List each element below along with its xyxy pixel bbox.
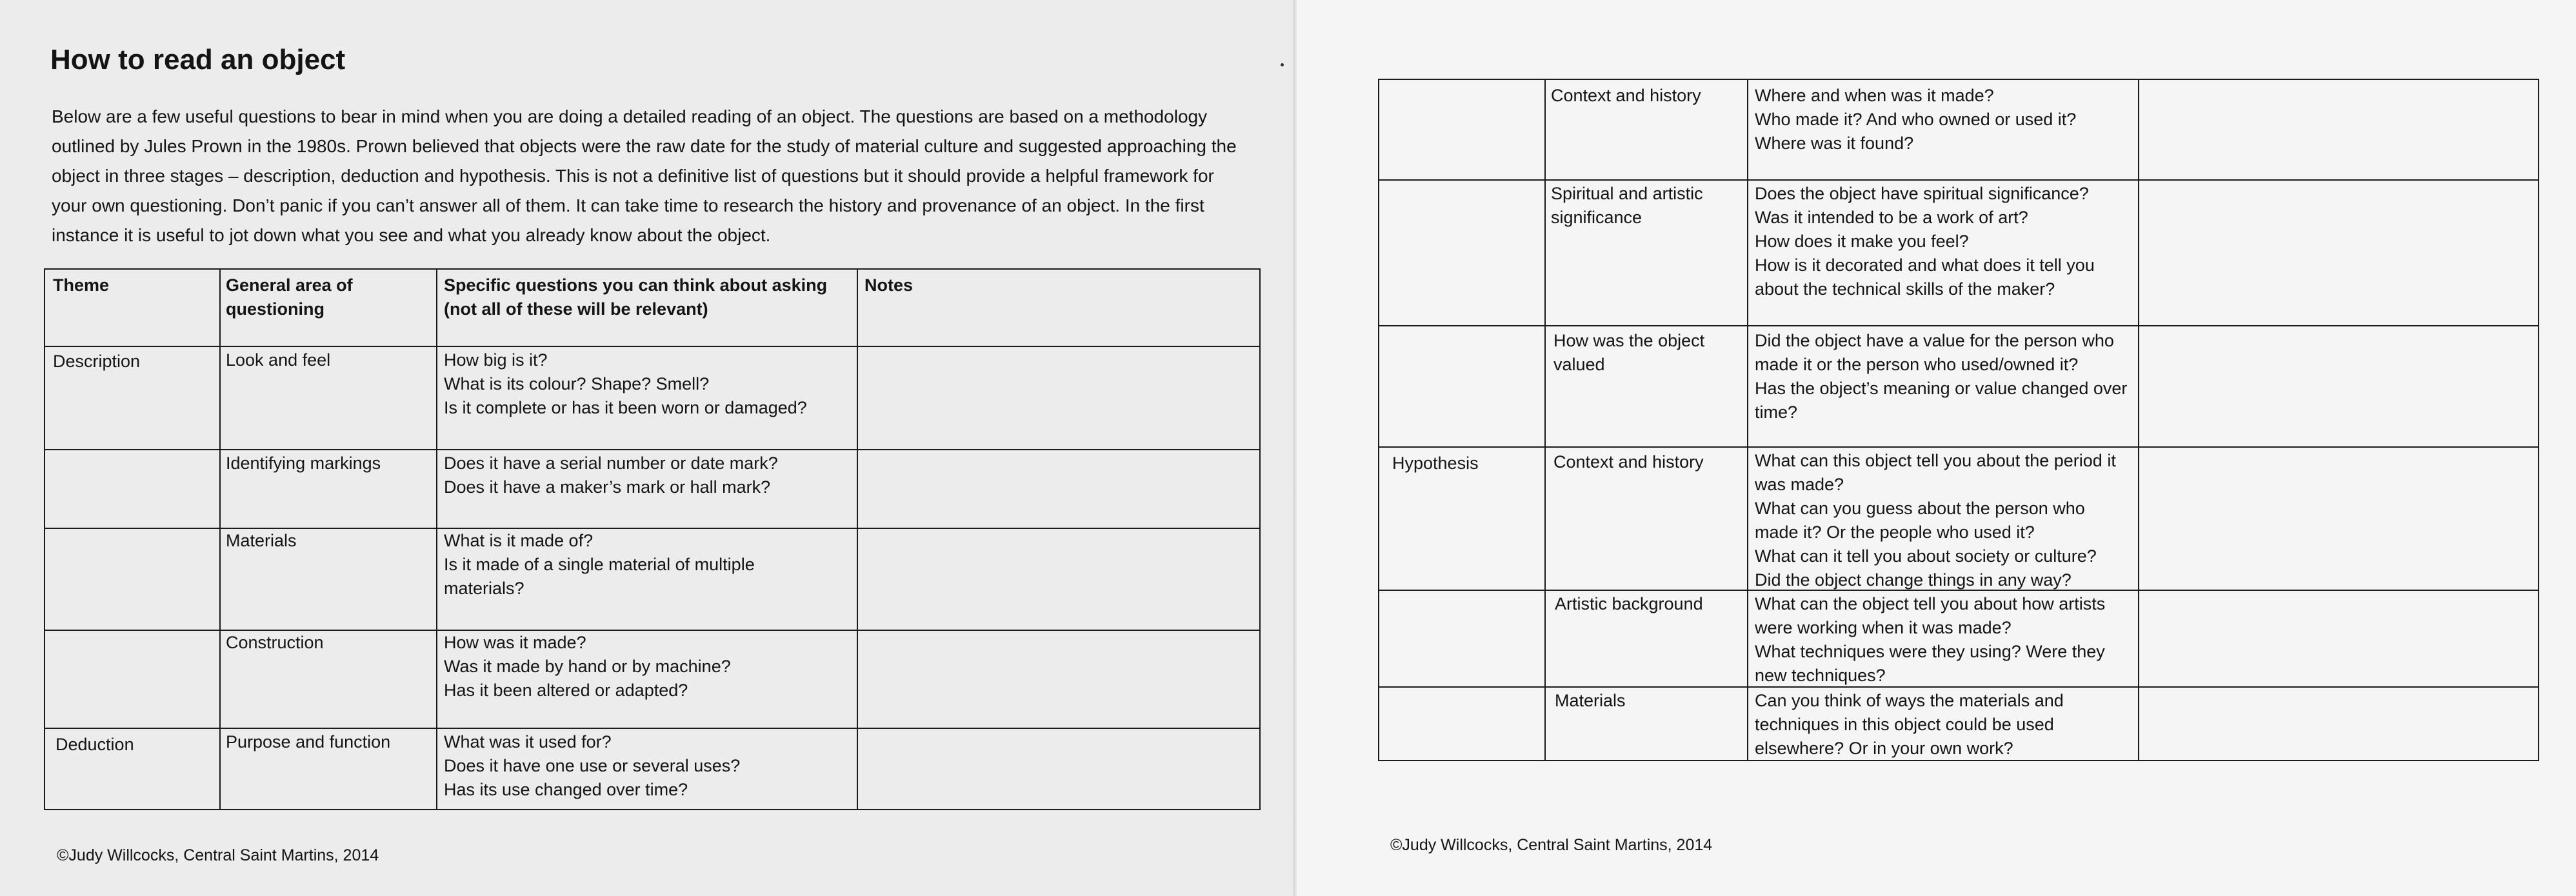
row-questions: What is it made of? Is it made of a single material of multiple materials? xyxy=(444,531,755,598)
header-notes: Notes xyxy=(864,275,914,295)
questions-table-part-1 xyxy=(44,268,1261,810)
row-area: Identifying markings xyxy=(226,453,381,473)
right-page xyxy=(1297,0,2576,896)
row-area: Spiritual and artistic significance xyxy=(1551,184,1703,227)
row-area: Materials xyxy=(226,531,297,550)
row-questions: How was it made? Was it made by hand or by machine? Has it been altered or adapted? xyxy=(444,633,731,700)
row-area: How was the object valued xyxy=(1553,331,1705,374)
row-area: Materials xyxy=(1555,691,1626,710)
row-questions: Did the object have a value for the person who made it or the person who used/owned it? Has the object’s meaning or value changed over time? xyxy=(1755,331,2128,422)
row-questions: Can you think of ways the materials and techniques in this object could be used elsewhere? Or in your own work? xyxy=(1755,691,2064,758)
document-title: How to read an object xyxy=(50,44,346,75)
speck-mark xyxy=(1281,63,1284,66)
row-theme: Description xyxy=(53,352,141,371)
row-questions: How big is it? What is its colour? Shape? Smell? Is it complete or has it been worn or damaged? xyxy=(444,350,807,417)
header-theme: Theme xyxy=(53,275,110,295)
header-general-area: General area of questioning xyxy=(226,275,353,319)
row-questions: Does it have a serial number or date mark? Does it have a maker’s mark or hall mark? xyxy=(444,453,778,497)
row-theme: Deduction xyxy=(55,735,134,754)
row-area: Construction xyxy=(226,633,324,652)
row-questions: Does the object have spiritual significance? Was it intended to be a work of art? How does it make you feel? How is it decorated and what does it tell you about the technical skills of the maker? xyxy=(1755,184,2095,299)
row-questions: What was it used for? Does it have one use or several uses? Has its use changed over time? xyxy=(444,732,741,799)
header-specific-questions: Specific questions you can think about asking (not all of these will be relevant) xyxy=(444,275,828,319)
copyright-footer: ©Judy Willcocks, Central Saint Martins, 2014 xyxy=(57,846,379,864)
row-questions: Where and when was it made? Who made it? And who owned or used it? Where was it found? xyxy=(1755,86,2077,153)
row-area: Context and history xyxy=(1553,452,1704,472)
row-questions: What can this object tell you about the period it was made? What can you guess about the person who made it? Or the people who used it? What can it tell you about society or culture? Did the object change things in any way? xyxy=(1755,451,2116,590)
copyright-footer: ©Judy Willcocks, Central Saint Martins, 2014 xyxy=(1390,836,1713,854)
row-area: Look and feel xyxy=(226,350,331,370)
questions-table-part-2 xyxy=(1378,79,2539,761)
row-area: Purpose and function xyxy=(226,732,391,752)
intro-paragraph: Below are a few useful questions to bear in mind when you are doing a detailed reading of an object. The questions are based on a methodology outlined by Jules Prown in the 1980s. Prown believed that objects were the raw date for the study of material culture and suggested approaching the object in three stages – description, deduction and hypothesis. This is not a definitive list of questions but it should provide a helpful framework for your own questioning. Don’t panic if you can’t answer all of them. It can take time to research the history and provenance of an object. In the first instance it is useful to jot down what you see and what you already know about the object. xyxy=(52,106,1237,245)
row-area: Context and history xyxy=(1551,86,1701,105)
row-questions: What can the object tell you about how artists were working when it was made? What techniques were they using? Were they new techniques? xyxy=(1755,594,2106,685)
row-theme: Hypothesis xyxy=(1392,453,1479,473)
row-area: Artistic background xyxy=(1555,594,1703,613)
